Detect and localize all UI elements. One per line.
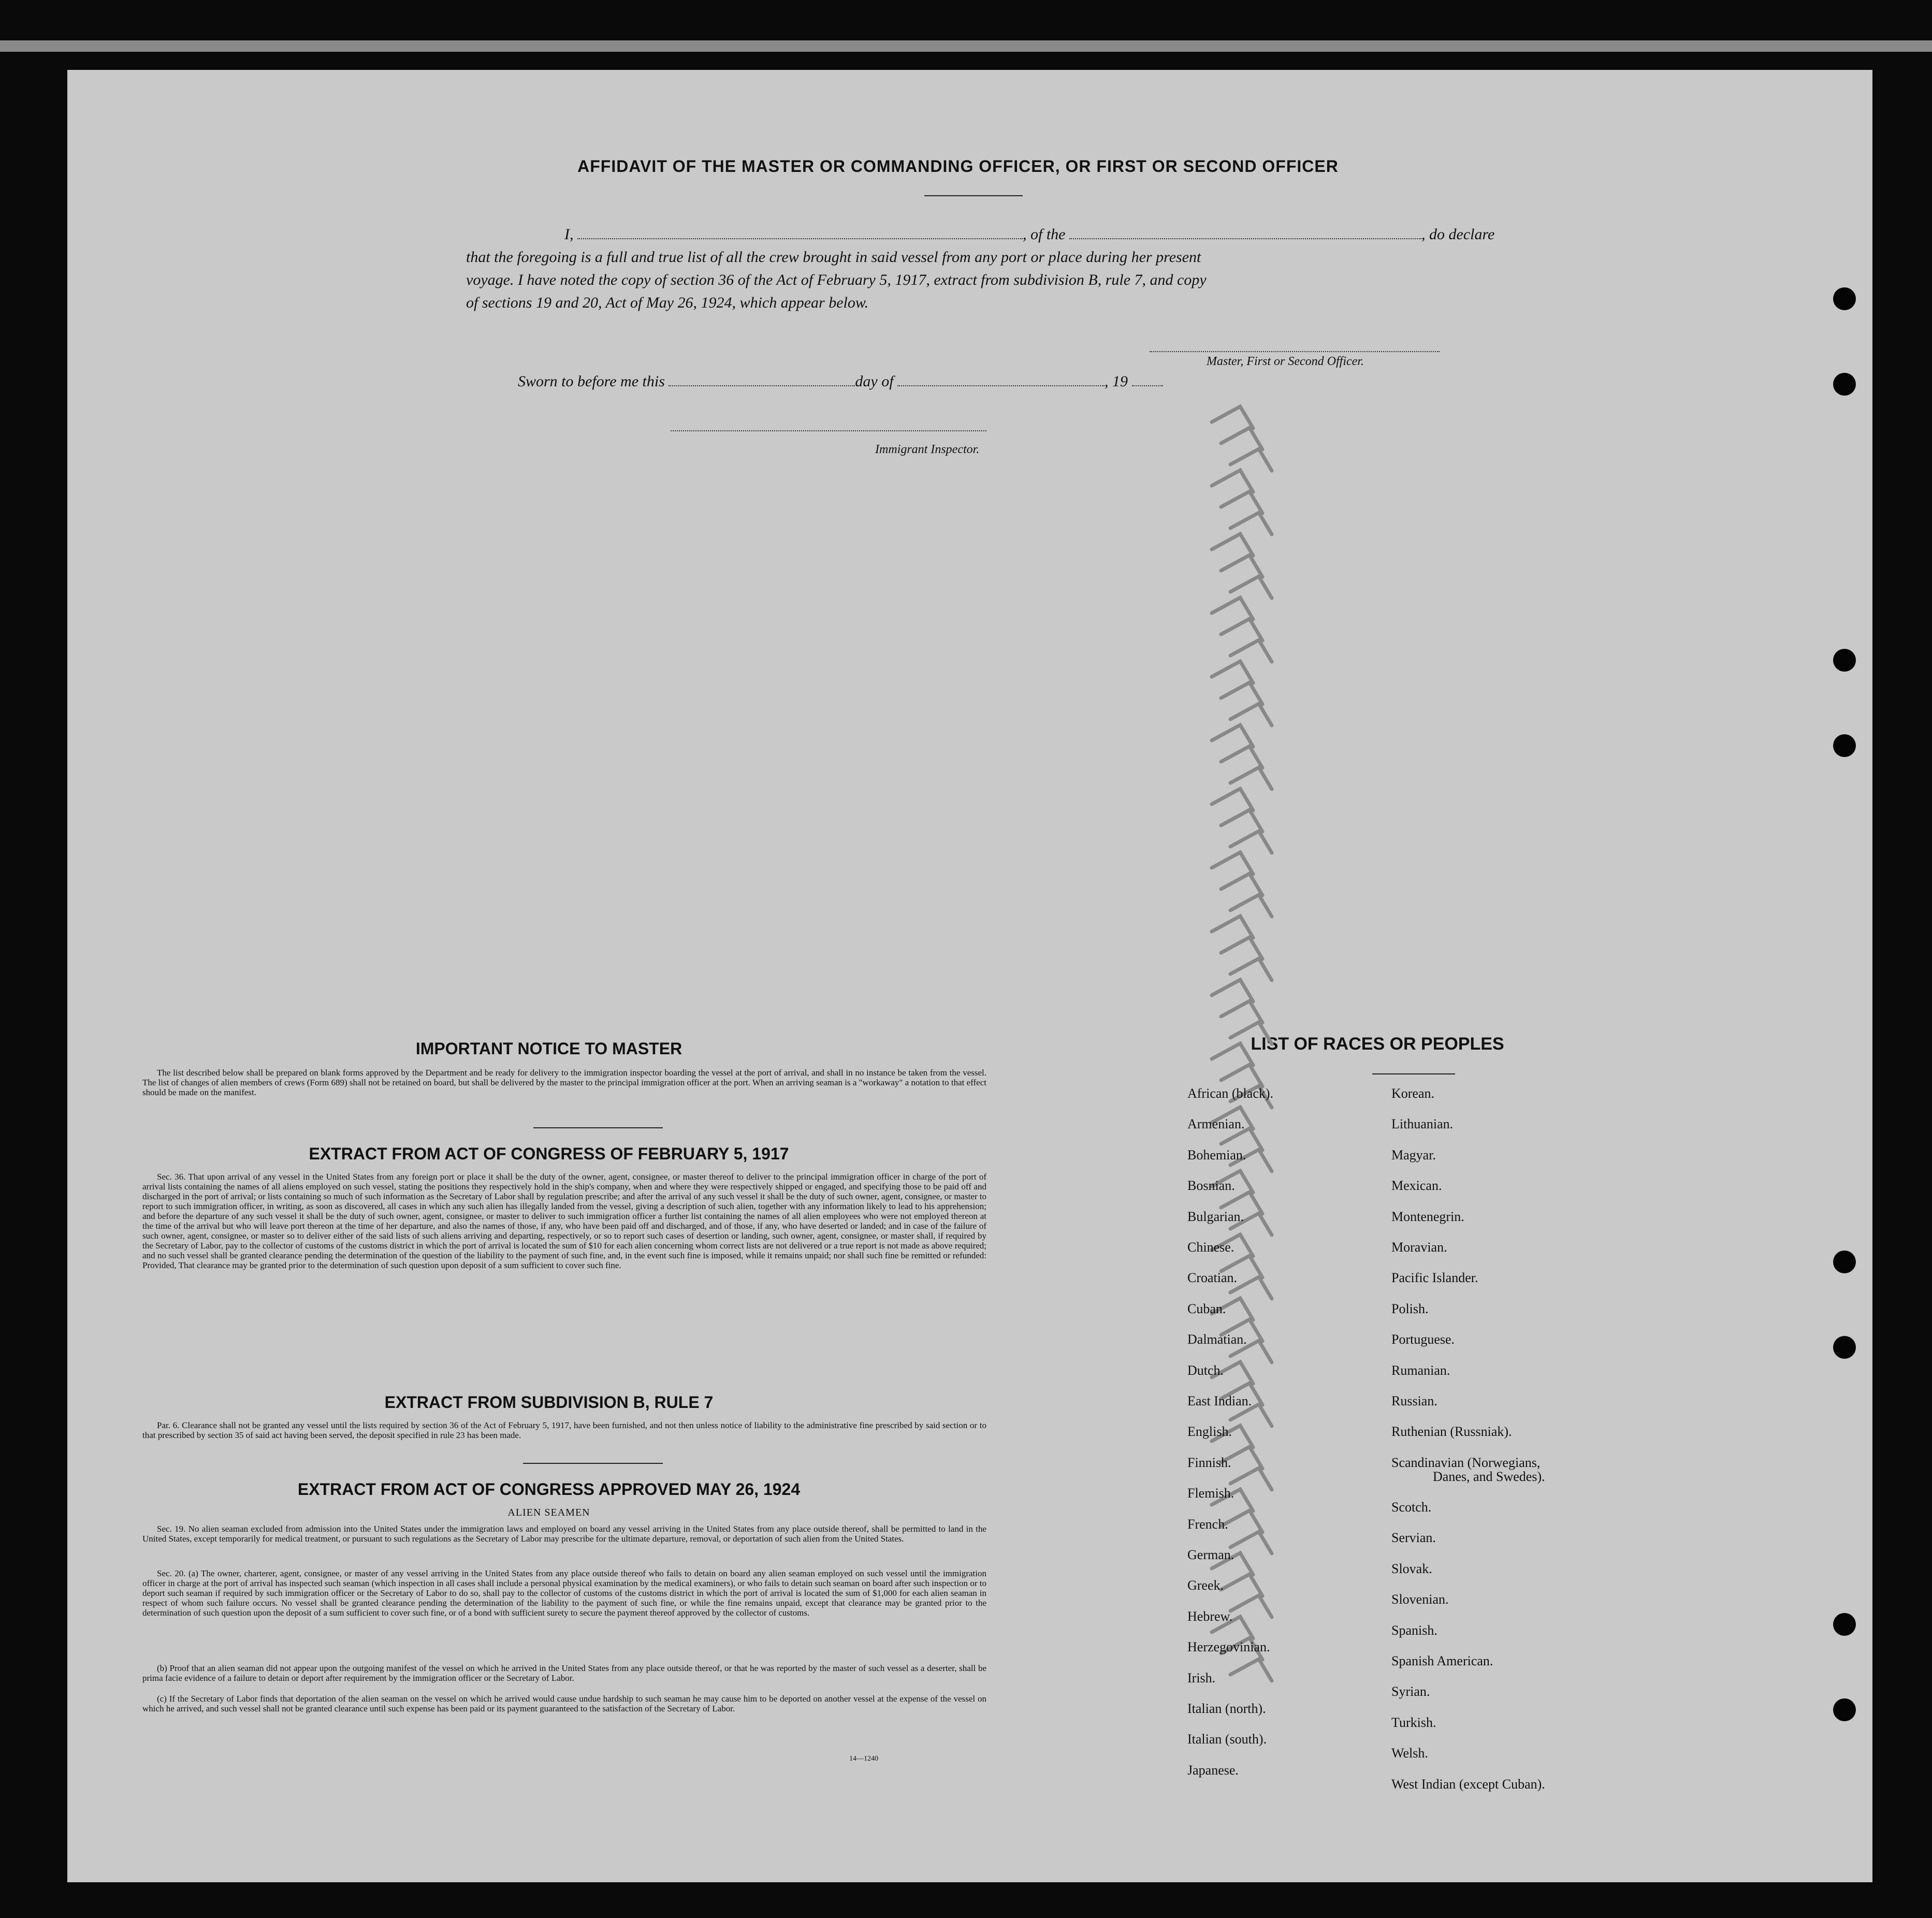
race-item: Spanish American. <box>1391 1653 1493 1668</box>
race-item: Servian. <box>1391 1530 1436 1546</box>
race-item: Dutch. <box>1187 1362 1224 1378</box>
document-page <box>67 70 1872 1882</box>
race-item: French. <box>1187 1516 1228 1532</box>
race-item: Dalmatian. <box>1187 1332 1247 1347</box>
race-item: African (black). <box>1187 1086 1274 1101</box>
race-item: Pacific Islander. <box>1391 1270 1478 1286</box>
race-item: Bosnian. <box>1187 1178 1235 1194</box>
notice-rule <box>533 1127 663 1128</box>
check-mark <box>1230 576 1272 598</box>
decl-do-declare: , do declare <box>1421 226 1495 243</box>
alien-seamen-subtitle: ALIEN SEAMEN <box>507 1507 590 1518</box>
race-item: Greek. <box>1187 1578 1224 1593</box>
sworn-year-blank[interactable] <box>1132 374 1163 386</box>
races-title: LIST OF RACES OR PEOPLES <box>1251 1034 1504 1054</box>
check-mark <box>1230 895 1272 917</box>
notice-text: The list described below shall be prepared on blank forms approved by the Department and be ready for delivery to the immigration inspector boarding the vessel at the port of arrival, and shall in no instance be taken from the vessel. The list of changes of alien members of crews (Form 689) shall not be retained on board, but shall be delivered by the master to the principal immigration officer at the port. When an arriving seaman is a "workaway" a notation to that effect should be made on the manifest. <box>142 1068 986 1097</box>
race-item: Italian (south). <box>1187 1732 1267 1747</box>
race-item: Hebrew. <box>1187 1608 1233 1624</box>
race-item: Rumanian. <box>1391 1362 1450 1378</box>
race-item: Russian. <box>1391 1393 1437 1408</box>
sec20c-text: (c) If the Secretary of Labor finds that deportation of the alien seaman on the vessel on which he arrived would cause undue hardship to such seaman he may cause him to be deported on another vessel at the expense of the vessel on which he arrived, and such vessel shall not be granted clearance until such expense has been paid or its payment guaranteed to the satisfaction of the Secretary of Labor. <box>142 1694 986 1713</box>
check-mark <box>1230 1595 1272 1617</box>
race-item: Korean. <box>1391 1086 1435 1101</box>
sworn-day-blank[interactable] <box>669 374 855 386</box>
race-item: East Indian. <box>1187 1393 1252 1408</box>
punch-hole <box>1833 1613 1856 1636</box>
declaration-line2: that the foregoing is a full and true list of all the crew brought in said vessel from any port or place during her present <box>466 249 1201 266</box>
race-item: Turkish. <box>1391 1714 1436 1730</box>
punch-hole <box>1833 1251 1856 1273</box>
check-mark <box>1230 640 1272 662</box>
race-item: Scandinavian (Norwegians, <box>1391 1455 1541 1470</box>
check-mark <box>1221 937 1262 959</box>
check-mark <box>1221 1065 1262 1086</box>
check-mark <box>1221 619 1262 641</box>
sworn-year-prefix: , 19 <box>1105 373 1128 390</box>
punch-hole <box>1833 373 1856 396</box>
extract-1917-text: Sec. 36. That upon arrival of any vessel in the United States from any foreign port or place it shall be the duty of the owner, agent, consignee, or master thereof to deliver to the principal immigration officer in charge of the port of arrival lists containing the names of all aliens employed on such vessel, stating the positions they respectively hold in the ship's company, when and where they were respectively shipped or engaged, and specifying those to be paid off and discharged in the port of arrival; or lists containing so much of such information as the Secretary of Labor shall by regulation prescribe; and after the arrival of any such vessel it shall be the duty of such owner, agent, consignee, or master to report to such immigration officer, in writing, as soon as discovered, all cases in which any such alien has illegally landed from the vessel, giving a description of such alien, together with any information likely to lead to his apprehension; and before the departure of any such vessel it shall be the duty of such owner, agent, consignee, or master to deliver to such immigration officer a further list containing the names of all alien employees who were not employed thereon at the time of the arrival but who will leave port thereon at the time of her departure, and also the names of those, if any, who have been paid off and discharged, and of those, if any, who have deserted or landed; and in case of the failure of such owner, agent, consignee, or master so to deliver either of the said lists of such aliens arriving and departing, respectively, or so to report such cases of desertion or landing, such owner, agent, consignee, or master shall, if required by the Secretary of Labor, pay to the collector of customs of the customs district in which the port of arrival is located the sum of $10 for each alien concerning whom correct lists are not delivered or a true report is not made as above required; and no such vessel shall be granted clearance pending the determination of the question of the liability to the payment of such fine, and, in the event such fine is imposed, while it remains unpaid; nor shall such fine be remitted or refunded: Provided, That clearance may be granted prior to the determination of such question upon deposit of a sum sufficient to cover such fine. <box>142 1172 986 1270</box>
sec20b-text: (b) Proof that an alien seaman did not appear upon the outgoing manifest of the vessel on which he arrived in the United States from any place outside thereof, or that he was reported by the master of such vessel as a deserter, shall be prima facie evidence of a failure to detain or deport after requirement by the immigration officer or the Secretary of Labor. <box>142 1663 986 1683</box>
punch-hole <box>1833 1336 1856 1359</box>
check-mark <box>1230 831 1272 853</box>
check-mark <box>1212 916 1253 938</box>
check-mark <box>1230 767 1272 789</box>
scan-border-right <box>1872 70 1932 1882</box>
check-mark <box>1221 746 1262 768</box>
check-mark <box>1221 1001 1262 1023</box>
punch-hole <box>1833 734 1856 757</box>
sec19-text: Sec. 19. No alien seaman excluded from admission into the United States under the immigration laws and employed on board any vessel arriving in the United States from any place outside thereof, shall be permitted to land in the United States, except temporarily for medical treatment, or pursuant to such regulations as the Secretary of Labor may prescribe for the ultimate departure, removal, or deportation of such alien from the United States. <box>142 1524 986 1544</box>
check-mark <box>1212 406 1253 428</box>
race-item: Welsh. <box>1391 1746 1428 1761</box>
sworn-day-of: day of <box>855 373 894 390</box>
check-mark <box>1212 725 1253 747</box>
race-item: Spanish. <box>1391 1622 1437 1638</box>
rule7-title: EXTRACT FROM SUBDIVISION B, RULE 7 <box>384 1393 714 1412</box>
punch-hole <box>1833 649 1856 672</box>
title-rule <box>924 195 1023 196</box>
race-item: Magyar. <box>1391 1147 1436 1163</box>
rule7-text: Par. 6. Clearance shall not be granted any vessel until the lists required by section 36 of the Act of February 5, 1917, have been furnished, and not then unless notice of liability to the administrative fine prescribed by said section or to that prescribed by section 35 of said act having been served, the deposit specified in rule 23 has been made. <box>142 1420 986 1440</box>
check-mark <box>1221 555 1262 577</box>
sec20a-text: Sec. 20. (a) The owner, charterer, agent, consignee, or master of any vessel arriving in the United States from any place outside thereof who fails to detain on board any alien seaman employed on such vessel until the immigration officer in charge at the port of arrival has inspected such seaman (which inspection in all cases shall include a personal physical examination by the medical examiners), or who fails to detain such seaman on board after such inspection or to deport such seaman if required by such immigration officer or the Secretary of Labor to do so, shall pay to the collector of customs of the customs district in which the port of arrival is located the sum of $1,000 for each alien seaman in respect of whom such failure occurs. No vessel shall be granted clearance pending the determination of the liability to the payment of such fine, or while the fine remains unpaid, except that clearance may be granted prior to the determination of such question upon the deposit of a sum sufficient to cover such fine, or of a bond with sufficient surety to secure the payment thereof approved by the collector of customs. <box>142 1568 986 1618</box>
master-signature-line[interactable] <box>1150 351 1440 353</box>
check-mark <box>1221 682 1262 704</box>
check-mark <box>1230 1022 1272 1044</box>
race-item: Japanese. <box>1187 1762 1239 1778</box>
extract-1924-title: EXTRACT FROM ACT OF CONGRESS APPROVED MAY 26, 1924 <box>297 1480 801 1499</box>
race-item: English. <box>1187 1424 1232 1440</box>
decl-of-the: , of the <box>1023 226 1066 243</box>
check-mark <box>1212 470 1253 492</box>
form-number: 14—1240 <box>849 1755 878 1763</box>
race-item: Syrian. <box>1391 1684 1430 1699</box>
race-item: Lithuanian. <box>1391 1116 1454 1132</box>
decl-i: I, <box>564 226 574 243</box>
declaration-line4: of sections 19 and 20, Act of May 26, 1924, which appear below. <box>466 294 869 311</box>
race-item: Polish. <box>1391 1301 1429 1316</box>
race-item: Chinese. <box>1187 1240 1234 1255</box>
check-mark <box>1221 1574 1262 1596</box>
rule7-rule <box>523 1463 663 1464</box>
race-item: Portuguese. <box>1391 1332 1455 1347</box>
declaration-line1 <box>466 223 1543 246</box>
check-mark <box>1221 874 1262 895</box>
race-item: Bulgarian. <box>1187 1209 1244 1224</box>
check-mark <box>1221 810 1262 832</box>
race-item: Flemish. <box>1187 1486 1234 1501</box>
race-item: Armenian. <box>1187 1116 1245 1132</box>
race-item: Italian (north). <box>1187 1701 1266 1716</box>
check-mark <box>1212 661 1253 683</box>
declaration-line3: voyage. I have noted the copy of section 36 of the Act of February 5, 1917, extract from subdivision B, rule 7, and copy <box>466 271 1207 288</box>
race-item: Danes, and Swedes). <box>1433 1469 1545 1484</box>
check-mark <box>1230 704 1272 725</box>
extract-1917-title: EXTRACT FROM ACT OF CONGRESS OF FEBRUARY 5, 1917 <box>309 1144 789 1163</box>
check-mark <box>1230 958 1272 980</box>
race-item: Slovenian. <box>1391 1592 1449 1607</box>
sworn-month-blank[interactable] <box>897 374 1105 386</box>
check-mark <box>1212 534 1253 556</box>
check-mark <box>1212 980 1253 1001</box>
check-mark <box>1230 513 1272 534</box>
race-item: Cuban. <box>1187 1301 1226 1316</box>
race-item: Croatian. <box>1187 1270 1238 1286</box>
inspector-caption: Immigrant Inspector. <box>875 443 980 456</box>
check-mark <box>1221 491 1262 513</box>
race-item: German. <box>1187 1547 1234 1562</box>
scan-border-top <box>0 40 1932 52</box>
affidavit-title: AFFIDAVIT OF THE MASTER OR COMMANDING OFFICER, OR FIRST OR SECOND OFFICER <box>577 157 1339 176</box>
inspector-signature-line[interactable] <box>671 430 986 432</box>
race-item: Ruthenian (Russniak). <box>1391 1424 1512 1440</box>
name-blank[interactable] <box>577 227 1023 239</box>
check-mark <box>1212 598 1253 619</box>
notice-title: IMPORTANT NOTICE TO MASTER <box>415 1039 682 1058</box>
race-item: West Indian (except Cuban). <box>1391 1776 1545 1792</box>
race-item: Montenegrin. <box>1391 1209 1464 1224</box>
master-caption: Master, First or Second Officer. <box>1207 355 1364 368</box>
race-item: Mexican. <box>1391 1178 1442 1194</box>
vessel-blank[interactable] <box>1069 227 1421 239</box>
check-mark <box>1212 789 1253 810</box>
punch-hole <box>1833 287 1856 310</box>
race-item: Irish. <box>1187 1670 1216 1685</box>
race-item: Herzegovinian. <box>1187 1639 1270 1655</box>
check-mark <box>1212 852 1253 874</box>
check-mark <box>1230 1659 1272 1681</box>
race-item: Bohemian. <box>1187 1147 1246 1163</box>
race-item: Finnish. <box>1187 1455 1231 1470</box>
check-mark <box>1230 449 1272 471</box>
check-mark <box>1230 1468 1272 1490</box>
check-mark <box>1230 1532 1272 1553</box>
punch-hole <box>1833 1698 1856 1721</box>
check-mark <box>1212 1043 1253 1065</box>
race-item: Scotch. <box>1391 1499 1432 1515</box>
sworn-text: Sworn to before me this <box>518 373 665 390</box>
race-item: Slovak. <box>1391 1561 1432 1576</box>
sworn-line <box>518 370 1595 393</box>
race-item: Moravian. <box>1391 1240 1447 1255</box>
check-mark <box>1221 428 1262 449</box>
